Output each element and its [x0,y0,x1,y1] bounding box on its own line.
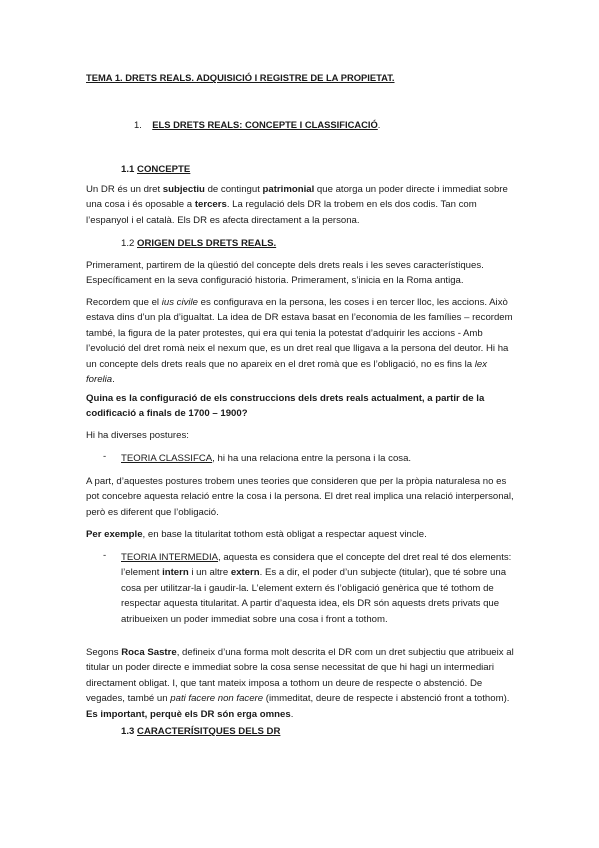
subsection-1-2-title: ORIGEN DELS DRETS REALS. [137,238,277,249]
document-title: TEMA 1. DRETS REALS. ADQUISICIÓ I REGISTRE DE LA PROPIETAT. [86,72,395,83]
subsection-1-1-title: CONCEPTE [137,164,191,175]
subsection-1-1-number: 1.1 [121,164,135,175]
paragraph-postures: Hi ha diverses postures: [86,430,189,441]
section-1-number: 1. [134,119,142,130]
paragraph-concepte: Un DR és un dret subjectiu de contingut patrimonial que atorga un poder directe i immediat sobre una cosa i és oposable a tercers. La regulació dels DR la trobem en els dos codis. Tan com l’espanyol i el català. Els DR es afecta directament a la persona. [86,184,508,226]
paragraph-exemple: Per exemple, en base la titularitat tothom està obligat a respectar aquest vincle. [86,529,427,540]
section-1-suffix: . [377,119,381,130]
subsection-1-3-heading [121,724,421,739]
subsection-1-1-heading [121,162,421,177]
paragraph-roca-sastre: Segons Roca Sastre, defineix d’una forma molt descrita el DR com un dret subjectiu que atribueix al titular un poder directe e immediat sobre la cosa sense necessitat de que hi hagi un intermediari directament obligat. I, que tant mateix imposa a tothom un deure de respecte o abstenció. De vegades, també un pati facere non facere (immeditat, deure de respecte i abstenció front a tothom). Es important, perquè els DR són erga omnes. [86,647,514,720]
subsection-1-2-heading [121,236,421,251]
paragraph-origen-1: Primerament, partirem de la qüestió del concepte dels drets reals i les seves característiques. Específicament en la seva configuració historia. Primerament, s’inicia en la Roma antiga. [86,260,484,287]
subsection-1-3-number: 1.3 [121,726,135,737]
question-heading: Quina es la configuració de els construccions dels drets reals actualment, a partir de la codificació a finals de 1700 – 1900? [86,393,485,420]
list-dash: - [103,550,107,561]
paragraph-origen-2: Recordem que el ius civile es configurava en la persona, les coses i en tercer lloc, les accions. Això estava dins d’un pla d’igualtat. La idea de DR estava basat en l’economia de les famílies – recordem també, la figura de la pater protestes, qui era qui tenia la potestat d’adquirir les accions - Amb l’evolució del dret romà neix el nexum que, es un dret real que lligava a la persona del deutor. Hi ha un concepte dels drets reals que no apareix en el dret romà que es l’obligació, no es fins la lex forelia. [86,297,513,386]
subsection-1-2-number: 1.2 [121,238,135,249]
subsection-1-3-title: CARACTERÍSITQUES DELS DR [137,726,281,737]
list-item-teoria-classica: TEORIA CLASSIFCA, hi ha una relaciona entre la persona i la cosa. [121,453,412,464]
section-1-title: ELS DRETS REALS: CONCEPTE I CLASSIFICACIÓ [152,119,378,130]
list-dash: - [103,451,107,462]
section-1-heading [134,117,514,132]
paragraph-apart: A part, d’aquestes postures trobem unes teories que consideren que per la pròpia naturalesa no es pot concebre aquesta relació entre la cosa i la persona. El dret real implica una relació interpersonal, però es diferent que l’obligació. [86,476,514,518]
list-item-teoria-intermedia: TEORIA INTERMEDIA, aquesta es considera que el concepte del dret real té dos elements: l’element intern i un altre extern. Es a dir, el poder d’un subjecte (titular), que té sobre una cosa per utilitzar-la i gaudir-la. L’element extern és l’obligació genèrica que té tothom de respectar aquesta titularitat. A partir d’aquesta idea, els DR són aquests drets privats que atribueixen un poder immediat sobre una cosa i front a tothom. [121,552,512,625]
